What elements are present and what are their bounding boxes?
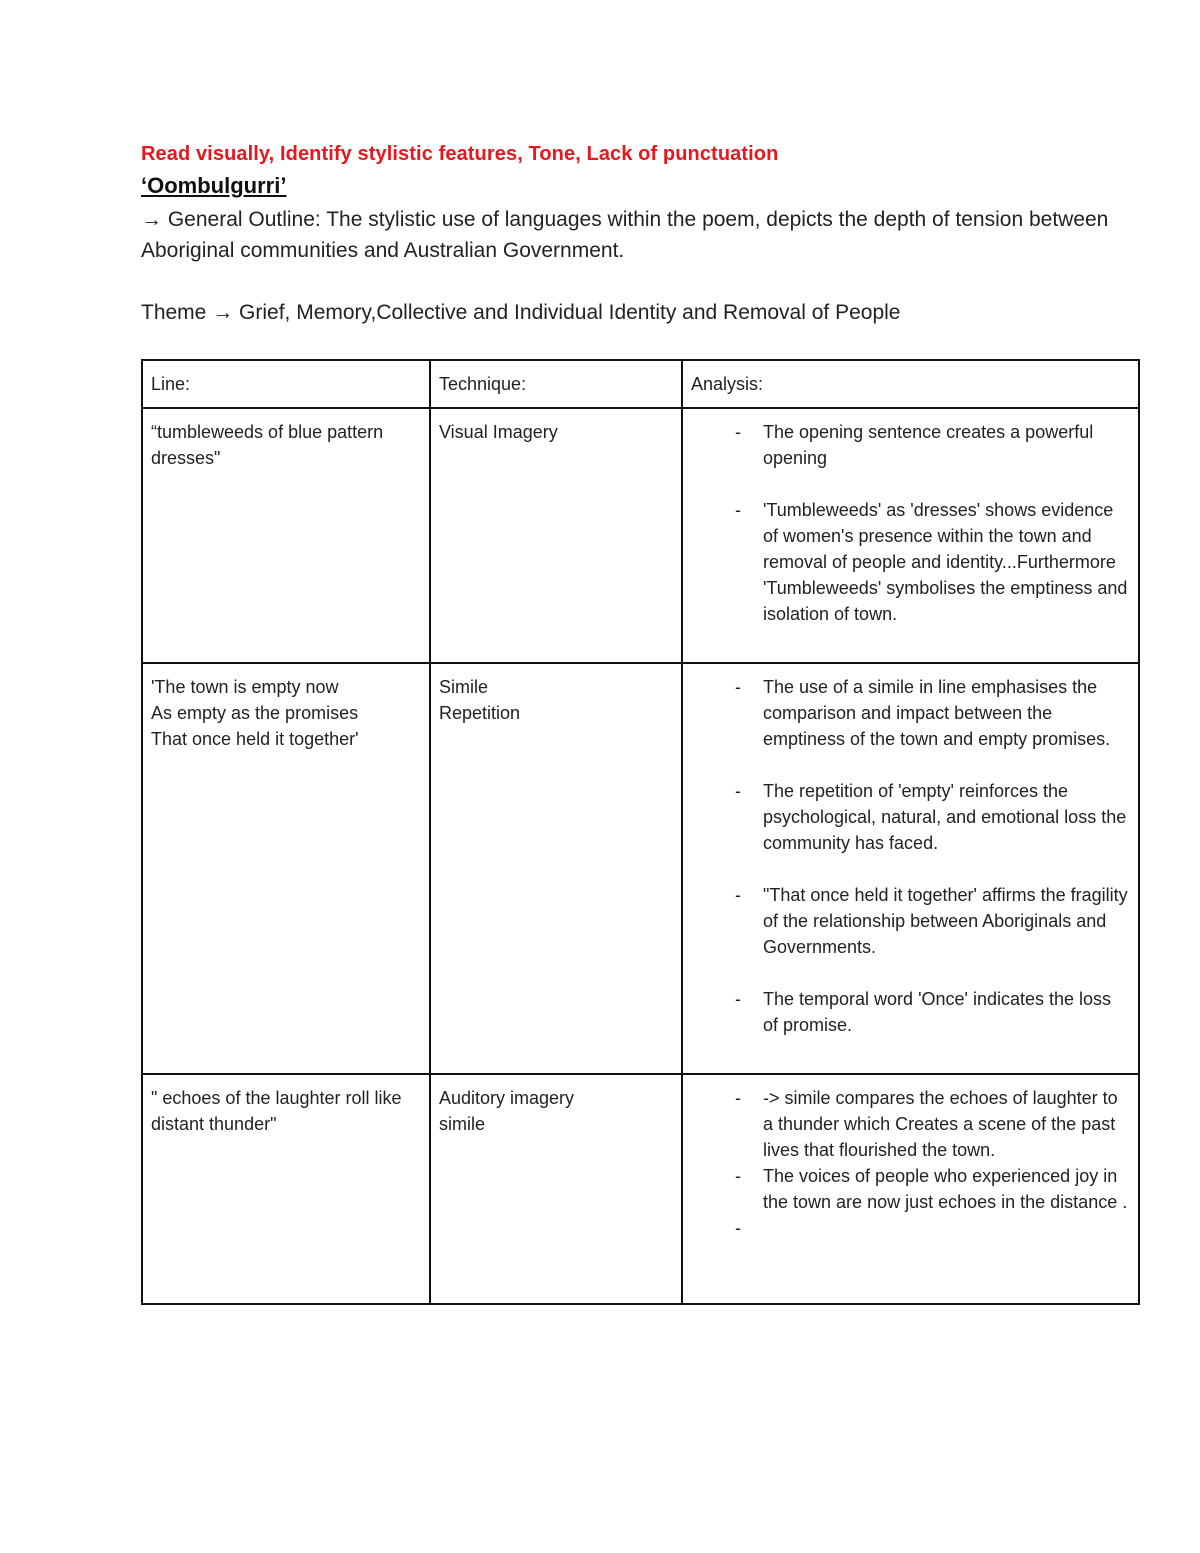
table-row	[142, 408, 1139, 663]
line-cell: 'The town is empty now As empty as the promises That once held it together'	[142, 663, 430, 1074]
technique-cell: Auditory imagery simile	[430, 1074, 682, 1304]
document-page	[141, 141, 1137, 1212]
analysis-point-empty	[691, 1215, 1130, 1241]
analysis-table	[141, 359, 1140, 1305]
analysis-point: - The repetition of 'empty' reinforces the psychological, natural, and emotional loss the community has faced.	[691, 778, 1130, 856]
technique-cell: Visual Imagery	[430, 408, 682, 663]
header-analysis: Analysis:	[682, 360, 1139, 408]
analysis-point: - The opening sentence creates a powerful opening	[691, 419, 1130, 471]
line-cell: “tumbleweeds of blue pattern dresses"	[142, 408, 430, 663]
analysis-point: - "That once held it together' affirms the fragility of the relationship between Aboriginals and Governments.	[691, 882, 1130, 960]
analysis-point: - 'Tumbleweeds' as 'dresses' shows evidence of women's presence within the town and removal of people and identity...Furthermore 'Tumbleweeds' symbolises the emptiness and isolation of town.	[691, 497, 1130, 627]
technique-cell: Simile Repetition	[430, 663, 682, 1074]
analysis-point: - The use of a simile in line emphasises the comparison and impact between the emptiness of the town and empty promises.	[691, 674, 1130, 752]
header-line: Line:	[142, 360, 430, 408]
analysis-point: - -> simile compares the echoes of laughter to a thunder which Creates a scene of the past lives that flourished the town.	[691, 1085, 1130, 1163]
line-cell: " echoes of the laughter roll like distant thunder"	[142, 1074, 430, 1304]
analysis-point: - The voices of people who experienced joy in the town are now just echoes in the distance .	[691, 1163, 1130, 1215]
header-technique: Technique:	[430, 360, 682, 408]
theme-line: Theme → Grief, Memory,Collective and Individual Identity and Removal of People	[141, 301, 901, 324]
analysis-cell	[682, 663, 1139, 1074]
analysis-cell	[682, 1074, 1139, 1304]
table-row	[142, 663, 1139, 1074]
poem-title: ‘Oombulgurri’	[141, 173, 287, 198]
analysis-cell	[682, 408, 1139, 663]
general-outline: → General Outline: The stylistic use of languages within the poem, depicts the depth of tension between Aboriginal communities and Australian Government.	[141, 208, 1109, 262]
analysis-point: - The temporal word 'Once' indicates the loss of promise.	[691, 986, 1130, 1038]
table-row	[142, 1074, 1139, 1304]
instruction-heading: Read visually, Identify stylistic features, Tone, Lack of punctuation	[141, 143, 779, 165]
table-header-row	[142, 360, 1139, 408]
